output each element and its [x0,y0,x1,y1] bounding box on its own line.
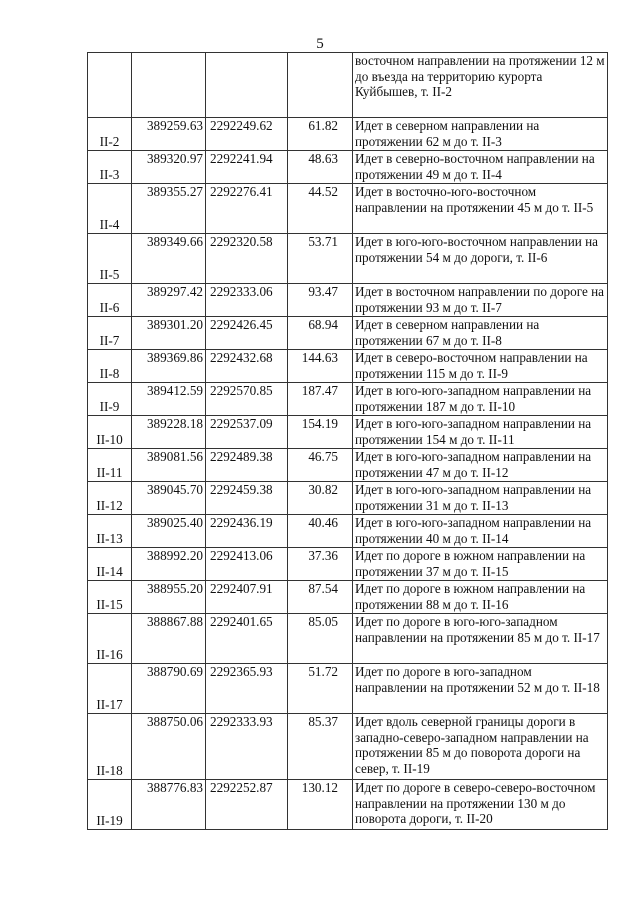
distance-cell [288,53,353,118]
point-id-cell: II-7 [88,317,132,350]
table-row [88,350,608,383]
distance-cell: 130.12 [288,780,353,830]
point-id-cell: II-16 [88,614,132,664]
boundary-coordinates-table [87,52,608,830]
distance-cell: 44.52 [288,184,353,234]
x-coordinate-cell: 388867.88 [132,614,206,664]
description-cell: Идет в восточно-юго-восточном направлении на протяжении 45 м до т. II-5 [353,184,608,234]
description-cell: Идет в северо-восточном направлении на протяжении 115 м до т. II-9 [353,350,608,383]
distance-cell: 53.71 [288,234,353,284]
point-id-cell: II-6 [88,284,132,317]
table-row [88,714,608,780]
y-coordinate-cell: 2292401.65 [206,614,288,664]
y-coordinate-cell: 2292320.58 [206,234,288,284]
distance-cell: 51.72 [288,664,353,714]
point-id-cell: II-4 [88,184,132,234]
y-coordinate-cell: 2292570.85 [206,383,288,416]
x-coordinate-cell: 388750.06 [132,714,206,780]
distance-cell: 48.63 [288,151,353,184]
table-row [88,548,608,581]
description-cell: Идет в юго-юго-западном направлении на протяжении 31 м до т. II-13 [353,482,608,515]
x-coordinate-cell [132,53,206,118]
distance-cell: 87.54 [288,581,353,614]
distance-cell: 37.36 [288,548,353,581]
point-id-cell: II-15 [88,581,132,614]
x-coordinate-cell: 389045.70 [132,482,206,515]
x-coordinate-cell: 389297.42 [132,284,206,317]
table-row [88,664,608,714]
x-coordinate-cell: 389081.56 [132,449,206,482]
point-id-cell: II-9 [88,383,132,416]
page-number: 5 [316,36,324,52]
y-coordinate-cell: 2292426.45 [206,317,288,350]
description-cell: Идет в юго-юго-западном направлении на протяжении 154 м до т. II-11 [353,416,608,449]
description-cell: Идет в северном направлении на протяжении 67 м до т. II-8 [353,317,608,350]
description-cell: Идет по дороге в юго-западном направлении на протяжении 52 м до т. II-18 [353,664,608,714]
table-body [88,53,608,830]
distance-cell: 85.37 [288,714,353,780]
point-id-cell: II-11 [88,449,132,482]
y-coordinate-cell [206,53,288,118]
point-id-cell: II-14 [88,548,132,581]
distance-cell: 68.94 [288,317,353,350]
x-coordinate-cell: 389301.20 [132,317,206,350]
table-row [88,614,608,664]
description-cell: Идет в юго-юго-восточном направлении на протяжении 54 м до дороги, т. II-6 [353,234,608,284]
description-cell: Идет в юго-юго-западном направлении на протяжении 47 м до т. II-12 [353,449,608,482]
distance-cell: 154.19 [288,416,353,449]
y-coordinate-cell: 2292413.06 [206,548,288,581]
y-coordinate-cell: 2292432.68 [206,350,288,383]
x-coordinate-cell: 389349.66 [132,234,206,284]
y-coordinate-cell: 2292459.38 [206,482,288,515]
y-coordinate-cell: 2292365.93 [206,664,288,714]
distance-cell: 85.05 [288,614,353,664]
table-row [88,118,608,151]
point-id-cell: II-18 [88,714,132,780]
distance-cell: 46.75 [288,449,353,482]
y-coordinate-cell: 2292249.62 [206,118,288,151]
x-coordinate-cell: 389228.18 [132,416,206,449]
table-row [88,151,608,184]
y-coordinate-cell: 2292537.09 [206,416,288,449]
y-coordinate-cell: 2292252.87 [206,780,288,830]
description-cell: Идет вдоль северной границы дороги в западно-северо-западном направлении на протяжении 85 м до поворота дороги на север, т. II-19 [353,714,608,780]
distance-cell: 61.82 [288,118,353,151]
table-row [88,416,608,449]
distance-cell: 93.47 [288,284,353,317]
point-id-cell [88,53,132,118]
table-row [88,383,608,416]
x-coordinate-cell: 389369.86 [132,350,206,383]
distance-cell: 144.63 [288,350,353,383]
description-cell: Идет по дороге в северо-северо-восточном направлении на протяжении 130 м до поворота дороги, т. II-20 [353,780,608,830]
y-coordinate-cell: 2292407.91 [206,581,288,614]
x-coordinate-cell: 388992.20 [132,548,206,581]
description-cell: Идет по дороге в южном направлении на протяжении 37 м до т. II-15 [353,548,608,581]
x-coordinate-cell: 389320.97 [132,151,206,184]
table-row [88,515,608,548]
x-coordinate-cell: 389355.27 [132,184,206,234]
table-row [88,482,608,515]
table-row [88,317,608,350]
x-coordinate-cell: 388955.20 [132,581,206,614]
table-row [88,449,608,482]
point-id-cell: II-12 [88,482,132,515]
y-coordinate-cell: 2292436.19 [206,515,288,548]
description-cell: Идет в северно-восточном направлении на протяжении 49 м до т. II-4 [353,151,608,184]
point-id-cell: II-19 [88,780,132,830]
table-row [88,581,608,614]
x-coordinate-cell: 388776.83 [132,780,206,830]
y-coordinate-cell: 2292333.93 [206,714,288,780]
description-cell: восточном направлении на протяжении 12 м до въезда на территорию курорта Куйбышев, т. II-2 [353,53,608,118]
point-id-cell: II-3 [88,151,132,184]
distance-cell: 187.47 [288,383,353,416]
table-row [88,53,608,118]
point-id-cell: II-2 [88,118,132,151]
point-id-cell: II-17 [88,664,132,714]
point-id-cell: II-5 [88,234,132,284]
description-cell: Идет по дороге в южном направлении на протяжении 88 м до т. II-16 [353,581,608,614]
description-cell: Идет в юго-юго-западном направлении на протяжении 187 м до т. II-10 [353,383,608,416]
description-cell: Идет в северном направлении на протяжении 62 м до т. II-3 [353,118,608,151]
distance-cell: 30.82 [288,482,353,515]
table-row [88,780,608,830]
table-row [88,184,608,234]
description-cell: Идет в восточном направлении по дороге на протяжении 93 м до т. II-7 [353,284,608,317]
point-id-cell: II-13 [88,515,132,548]
description-cell: Идет в юго-юго-западном направлении на протяжении 40 м до т. II-14 [353,515,608,548]
y-coordinate-cell: 2292241.94 [206,151,288,184]
y-coordinate-cell: 2292489.38 [206,449,288,482]
y-coordinate-cell: 2292276.41 [206,184,288,234]
point-id-cell: II-8 [88,350,132,383]
x-coordinate-cell: 389412.59 [132,383,206,416]
x-coordinate-cell: 389259.63 [132,118,206,151]
distance-cell: 40.46 [288,515,353,548]
x-coordinate-cell: 389025.40 [132,515,206,548]
y-coordinate-cell: 2292333.06 [206,284,288,317]
table-row [88,234,608,284]
point-id-cell: II-10 [88,416,132,449]
table-row [88,284,608,317]
x-coordinate-cell: 388790.69 [132,664,206,714]
description-cell: Идет по дороге в юго-юго-западном направлении на протяжении 85 м до т. II-17 [353,614,608,664]
